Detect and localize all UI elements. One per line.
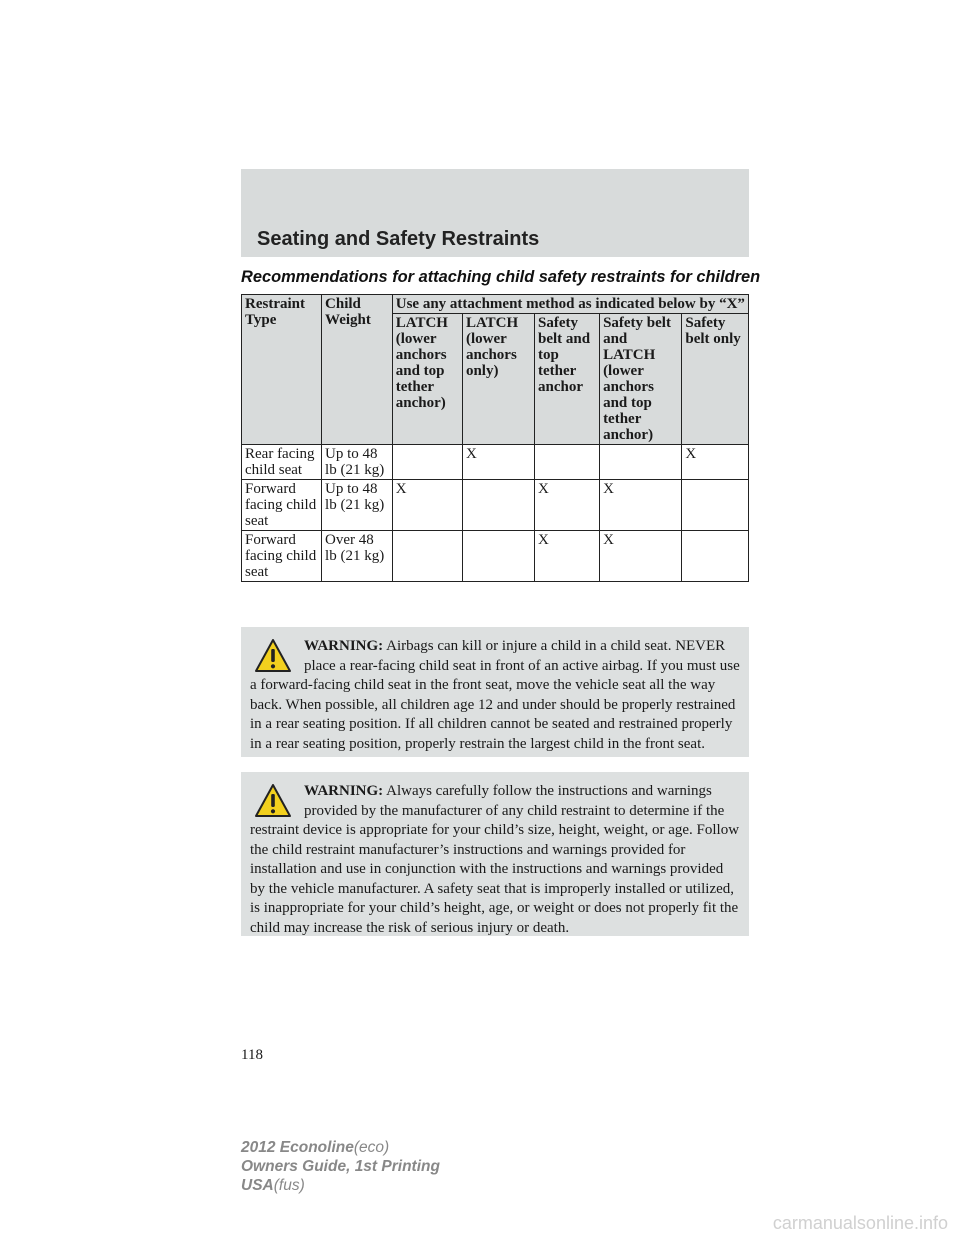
footer-guide: Owners Guide, 1st Printing xyxy=(241,1158,440,1175)
header-method-3: Safety belt and top tether anchor xyxy=(535,314,600,445)
row-mark xyxy=(462,531,534,582)
table-row xyxy=(242,445,749,480)
row-mark: X xyxy=(535,531,600,582)
row-mark xyxy=(392,531,462,582)
table-row xyxy=(242,531,749,582)
row-restraint-type: Forward facing child seat xyxy=(242,480,322,531)
table-heading: Recommendations for attaching child safety restraints for children xyxy=(241,268,761,286)
footer-market: USA xyxy=(241,1177,274,1194)
footer-model: 2012 Econoline xyxy=(241,1139,354,1156)
airbag-warning-box xyxy=(241,627,749,757)
header-method-2: LATCH (lower anchors only) xyxy=(462,314,534,445)
row-mark: X xyxy=(535,480,600,531)
header-attachment-method: Use any attachment method as indicated below by “X” xyxy=(392,295,748,314)
row-mark: X xyxy=(682,445,749,480)
child-restraint-table xyxy=(241,294,749,582)
footer-model-code: (eco) xyxy=(353,1139,390,1156)
table-row xyxy=(242,480,749,531)
row-child-weight: Up to 48 lb (21 kg) xyxy=(322,480,393,531)
section-title: Seating and Safety Restraints xyxy=(257,228,540,250)
child-restraint-warning-box xyxy=(241,772,749,936)
row-mark xyxy=(600,445,682,480)
warning-triangle-icon xyxy=(254,783,292,819)
row-mark xyxy=(682,480,749,531)
row-mark xyxy=(682,531,749,582)
header-method-4: Safety belt and LATCH (lower anchors and top tether anchor) xyxy=(600,314,682,445)
page-number: 118 xyxy=(241,1047,263,1063)
row-child-weight: Up to 48 lb (21 kg) xyxy=(322,445,393,480)
warning-label: WARNING: xyxy=(304,638,384,654)
watermark: carmanualsonline.info xyxy=(772,1213,948,1233)
row-restraint-type: Rear facing child seat xyxy=(242,445,322,480)
warning-text: Airbags can kill or injure a child in a child seat. NEVER place a rear-facing child seat in front of an active airbag. If you must use a forward-facing child seat in the front seat, move the vehicle seat all the way back. When possible, all children age 12 and under should be properly restrained in a rear seating position. If all children cannot be seated and restrained properly in a rear seating position, properly restrain the largest child in the front seat. xyxy=(250,638,740,752)
warning-label: WARNING: xyxy=(304,783,384,799)
warning-triangle-icon xyxy=(254,638,292,674)
header-method-5: Safety belt only xyxy=(682,314,749,445)
row-mark: X xyxy=(600,531,682,582)
row-mark: X xyxy=(600,480,682,531)
warning-text: Always carefully follow the instructions and warnings provided by the manufacturer of any child restraint to determine if the restraint device is appropriate for your child’s size, height, weight, or age. Follow the child restraint manufacturer’s instructions and warnings provided for installation and use in conjunction with the instructions and warnings provided by the vehicle manufacturer. A safety seat that is improperly installed or utilized, is inappropriate for your child’s height, age, or weight or does not properly fit the child may increase the risk of serious injury or death. xyxy=(250,783,740,936)
row-mark: X xyxy=(462,445,534,480)
section-header xyxy=(241,169,749,257)
row-child-weight: Over 48 lb (21 kg) xyxy=(322,531,393,582)
row-mark xyxy=(535,445,600,480)
row-mark xyxy=(392,445,462,480)
row-mark xyxy=(462,480,534,531)
header-method-1: LATCH (lower anchors and top tether anchor) xyxy=(392,314,462,445)
row-restraint-type: Forward facing child seat xyxy=(242,531,322,582)
print-footer xyxy=(241,1138,440,1195)
header-restraint-type: Restraint Type xyxy=(242,295,322,445)
row-mark: X xyxy=(392,480,462,531)
footer-market-code: (fus) xyxy=(273,1177,305,1194)
header-child-weight: Child Weight xyxy=(322,295,393,445)
